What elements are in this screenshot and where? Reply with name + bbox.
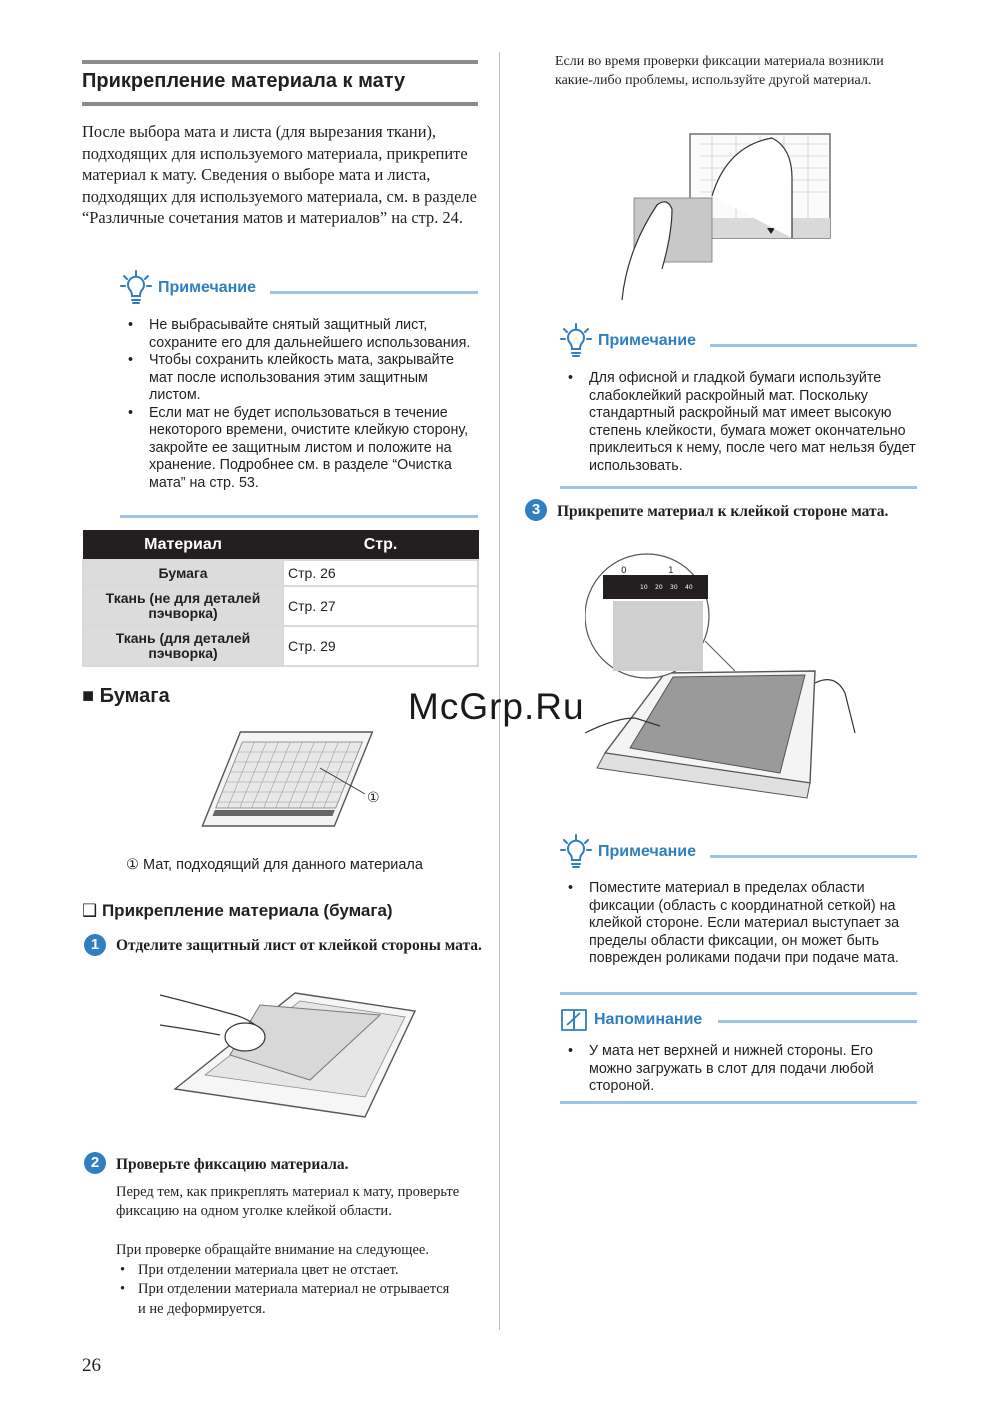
step-2-body-2: При проверке обращайте внимание на следующее. <box>116 1242 429 1258</box>
list-item: • У мата нет верхней и нижней стороны. Его можно загружать в слот для подачи любой стороной. <box>564 1043 916 1096</box>
note-2-list <box>564 370 916 475</box>
list-item: • При отделении материала материал не отрывается и не деформируется. <box>116 1280 456 1319</box>
page-number: 26 <box>82 1355 101 1376</box>
intro-paragraph: После выбора мата и листа (для вырезания ткани), подходящих для используемого материала, прикрепите материал к мату. Сведения о выборе мата и листа, подходящих для используемого материала, см. в разделе “Различные сочетания матов и материалов” на стр. 24. <box>82 122 477 227</box>
note-2-rule <box>710 344 917 347</box>
step-3-badge: 3 <box>525 499 547 521</box>
table-cell-page: Стр. 29 <box>283 626 478 666</box>
table-cell-page: Стр. 27 <box>283 586 478 626</box>
note-3-header <box>560 834 696 870</box>
table-cell-material: Ткань (для деталей пэчворка) <box>83 626 283 666</box>
table-row <box>83 560 478 586</box>
list-item: • Чтобы сохранить клейкость мата, закрывайте мат после использования этим защитным листом. <box>124 352 480 405</box>
table-cell-material: Бумага <box>83 560 283 586</box>
step-1-text: Отделите защитный лист от клейкой стороны мата. <box>116 937 482 954</box>
step-2-badge: 2 <box>84 1152 106 1174</box>
table-header: Материал <box>83 531 283 561</box>
note-3-list <box>564 880 916 968</box>
note-1-rule <box>270 291 478 294</box>
memo-icon <box>560 1007 588 1033</box>
attach-material-illustration <box>585 553 865 803</box>
lightbulb-icon <box>120 270 152 306</box>
ruler-label-1: 1 <box>668 566 674 576</box>
table-header: Стр. <box>283 531 478 561</box>
callout-marker: ① <box>367 790 380 806</box>
note-2-label: Примечание <box>598 332 697 349</box>
table-row <box>83 626 478 666</box>
note-1-list <box>124 317 480 492</box>
memo-list <box>564 1043 916 1096</box>
table-cell-page: Стр. 26 <box>283 560 478 586</box>
list-item: • При отделении материала цвет не отстает. <box>116 1261 456 1280</box>
note-3-rule <box>710 855 917 858</box>
memo-label: Напоминание <box>594 1011 703 1028</box>
ruler-small-40: 40 <box>685 584 693 591</box>
ruler-small-10: 10 <box>640 584 648 591</box>
memo-bottom-rule <box>560 1101 917 1104</box>
step-2-list <box>116 1261 456 1319</box>
step-2-body-1: Перед тем, как прикреплять материал к мату, проверьте фиксацию на одном уголке клейкой области. <box>116 1184 460 1220</box>
note-3-label: Примечание <box>598 843 697 860</box>
memo-rule <box>718 1020 917 1023</box>
list-item: • Для офисной и гладкой бумаги используйте слабоклейкий раскройный мат. Поскольку стандартный раскройный мат имеет высокую степень клейкости, бумага может окончательно приклеиться к нему, после чего мат нельзя будет использовать. <box>564 370 916 475</box>
subheading-paper: ❑ Прикрепление материала (бумага) <box>82 901 393 920</box>
section-title: Прикрепление материала к мату <box>82 70 406 92</box>
title-rule-top <box>82 60 478 64</box>
note-2-bottom-rule <box>560 486 917 489</box>
illustration-caption: ① Мат, подходящий для данного материала <box>126 857 423 873</box>
cutting-mat-illustration <box>170 728 410 830</box>
memo-header <box>560 1007 702 1033</box>
paper-heading: ■ Бумага <box>82 685 170 707</box>
title-rule-bottom <box>82 102 478 106</box>
ruler-small-20: 20 <box>655 584 663 591</box>
top-right-text: Если во время проверки фиксации материала возникли какие-либо проблемы, используйте другой материал. <box>555 54 884 89</box>
table-cell-material: Ткань (не для деталей пэчворка) <box>83 586 283 626</box>
step-2-text: Проверьте фиксацию материала. <box>116 1156 349 1173</box>
peeling-illustration <box>160 985 440 1125</box>
note-2-header <box>560 323 696 359</box>
note-3-bottom-rule <box>560 992 917 995</box>
note-1-label: Примечание <box>158 279 257 296</box>
step-1-badge: 1 <box>84 934 106 956</box>
lightbulb-icon <box>560 323 592 359</box>
lightbulb-icon <box>560 834 592 870</box>
watermark-text: McGrp.Ru <box>408 686 585 727</box>
table-header-row <box>83 531 478 561</box>
list-item: • Поместите материал в пределах области фиксации (область с координатной сеткой) на клейкой стороне. Если материал выступает за пределы области фиксации, он может быть поврежден роликами подачи при подаче мата. <box>564 880 916 968</box>
note-1-header <box>120 270 256 306</box>
table-row <box>83 586 478 626</box>
material-table <box>82 530 479 667</box>
note-1-bottom-rule <box>120 515 478 518</box>
step-3-text: Прикрепите материал к клейкой стороне мата. <box>557 503 889 520</box>
check-fixation-illustration <box>612 130 832 300</box>
list-item: • Не выбрасывайте снятый защитный лист, сохраните его для дальнейшего использования. <box>124 317 480 352</box>
list-item: • Если мат не будет использоваться в течение некоторого времени, очистите клейкую сторону, закройте ее защитным листом и положите на хранение. Подробнее см. в разделе “Очистка мата” на стр. 53. <box>124 405 480 493</box>
ruler-small-30: 30 <box>670 584 678 591</box>
ruler-label-0: 0 <box>621 566 627 576</box>
